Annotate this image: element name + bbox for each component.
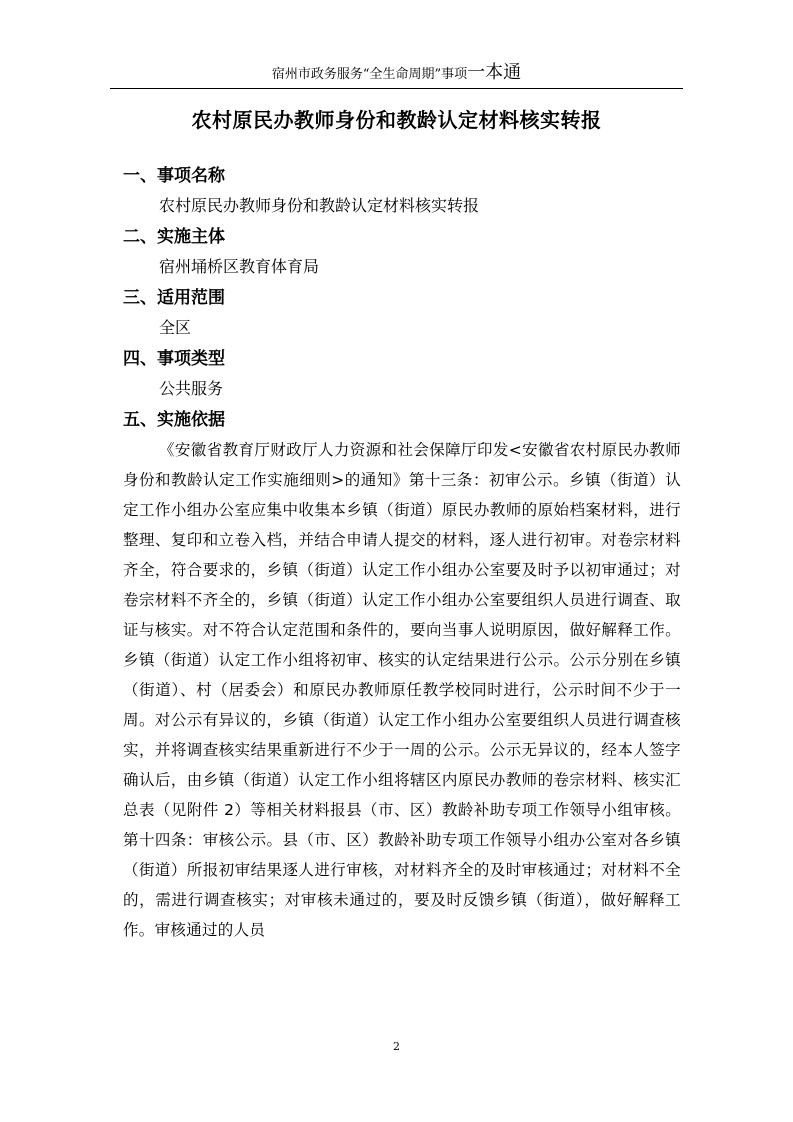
section-heading-scope: 三、适用范围 (123, 288, 225, 308)
header-text: 宿州市政务服务“全生命周期”事项 (271, 67, 468, 82)
document-title: 农村原民办教师身份和教龄认定材料核实转报 (191, 108, 602, 132)
header-text-large: 一本通 (467, 62, 522, 83)
section-value-type: 公共服务 (159, 379, 224, 398)
basis-paragraph: 《安徽省教育厅财政厅人力资源和社会保障厅印发<安徽省农村原民办教师身份和教龄认定工作实施细则>的通知》第十三条：初审公示。乡镇（街道）认定工作小组办公室应集中收集本乡镇（街道）原民办教师的原始档案材料，进行整理、复印和立卷入档，并结合申请人提交的材料，逐人进行初审。对卷宗材料齐全，符合要求的，乡镇（街道）认定工作小组办公室要及时予以初审通过；对卷宗材料不齐全的，乡镇（街道）认定工作小组办公室要组织人员进行调查、取证与核实。对不符合认定范围和条件的，要向当事人说明原因，做好解释工作。乡镇（街道）认定工作小组将初审、核实的认定结果进行公示。公示分别在乡镇（街道）、村（居委会）和原民办教师原任教学校同时进行，公示时间不少于一周。对公示有异议的，乡镇（街道）认定工作小组办公室要组织人员进行调查核实，并将调查核实结果重新进行不少于一周的公示。公示无异议的，经本人签字确认后，由乡镇（街道）认定工作小组将辖区内原民办教师的卷宗材料、核实汇总表（见附件 2）等相关材料报县（市、区）教龄补助专项工作领导小组审核。第十四条：审核公示。县（市、区）教龄补助专项工作领导小组办公室对各乡镇（街道）所报初审结果逐人进行审核，对材料齐全的及时审核通过；对材料不全的，需进行调查核实；对审核未通过的，要及时反馈乡镇（街道），做好解释工作。审核通过的人员 (123, 441, 681, 939)
document-body (123, 161, 683, 945)
section-value-scope: 全区 (159, 318, 192, 337)
section-value-name: 农村原民办教师身份和教龄认定材料核实转报 (159, 196, 480, 215)
section-heading-type: 四、事项类型 (123, 349, 225, 369)
section-heading-basis: 五、实施依据 (123, 410, 225, 430)
section-value-entity: 宿州埇桥区教育体育局 (159, 257, 320, 276)
section-heading-name: 一、事项名称 (123, 166, 225, 186)
section-heading-entity: 二、实施主体 (123, 227, 225, 247)
running-header (110, 62, 683, 89)
page-number: 2 (393, 1040, 400, 1053)
